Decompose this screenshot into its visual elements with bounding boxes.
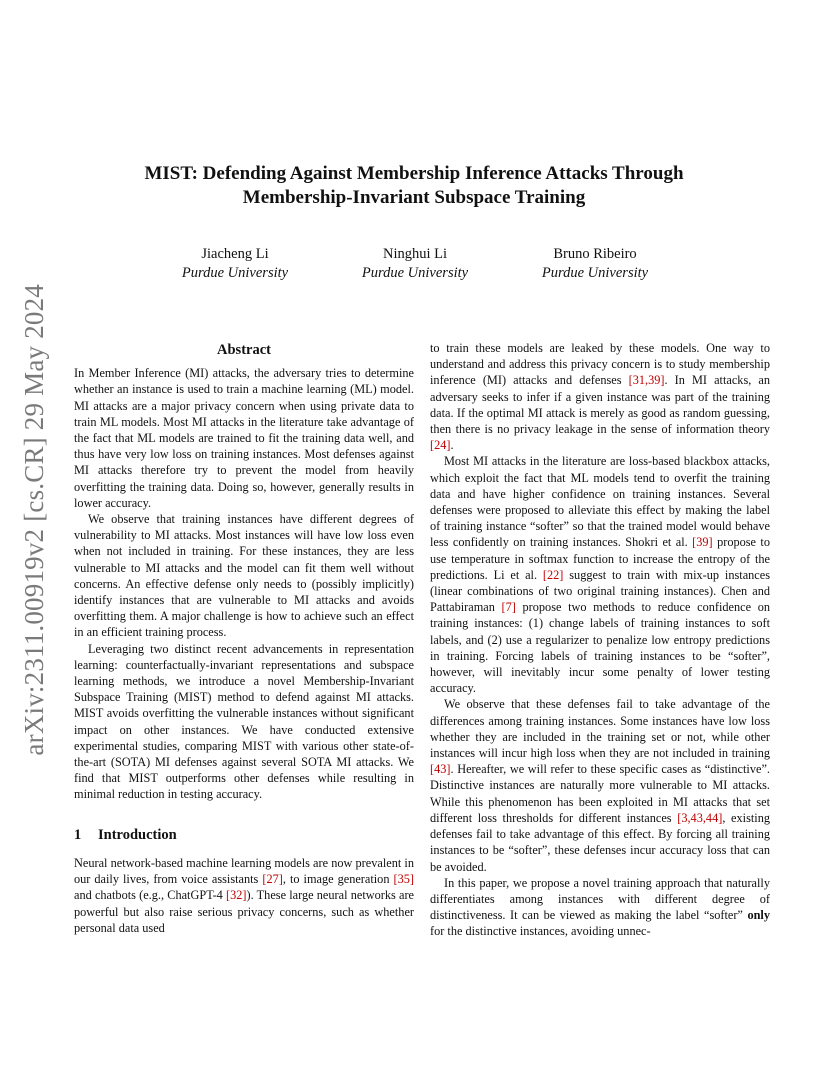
body-paragraph-2: Most MI attacks in the literature are loss-based blackbox attacks, which exploit the fact that ML models tend to overfit the training data and have higher confidence on training instances. Several defenses were proposed to alleviate this effect by making the label of training instance “softer” so that the trained model would behave less confidently on training instances. Shokri et al. [39] propose to use temperature in softmax function to increase the entropy of the predictions. Li et al. [22] suggest to train with mix-up instances (linear combinations of two original training instances). Chen and Pattabiraman [7] propose two methods to reduce confidence on training instances: (1) change labels of training instances to soft labels, and (2) use a regularizer to penalize low entropy predictions in training. Forcing labels of training instances to be “softer”, however, will inevitably incur some penalty of lower testing accuracy. [430, 454, 770, 696]
author-affiliation: Purdue University [361, 265, 469, 281]
right-column [430, 340, 770, 940]
paper-title [80, 162, 748, 210]
arxiv-identifier: arXiv:2311.00919v2 [cs.CR] 29 May 2024 [18, 284, 49, 756]
body-paragraph-4: In this paper, we propose a novel training approach that naturally differentiates among instances with different degree of distinctiveness. It can be viewed as making the label “softer” only for the distinctive instances, avoiding unnec- [430, 875, 770, 939]
citation-link[interactable]: [43] [430, 762, 451, 777]
author-1 [150, 245, 320, 283]
author-list [150, 245, 680, 283]
author-3 [510, 245, 680, 283]
author-2 [330, 245, 500, 283]
author-name: Jiacheng Li [201, 246, 269, 262]
citation-link[interactable]: [35] [393, 872, 414, 887]
citation-link[interactable]: [7] [501, 600, 516, 615]
body-paragraph-3: We observe that these defenses fail to take advantage of the differences among training instances. Some instances have low loss whether they are included in the training set or not, while other instances will incur high loss when they are not included in training [43]. Hereafter, we will refer to these specific cases as “distinctive”. Distinctive instances are naturally more vulnerable to MI attacks. While this phenomenon has been exploited in MI attacks that set different loss thresholds for different instances [3,43,44], existing defenses fail to take advantage of this effect. By forcing all training instances to be “softer”, these defenses incur accuracy loss that can be avoided. [430, 697, 770, 874]
abstract-paragraph-3: Leveraging two distinct recent advancements in representation learning: counterfactually-invariant representations and subspace learning methods, we introduce a novel Membership-Invariant Subspace Training (MIST) method to defend against MI attacks. MIST avoids overfitting the vulnerable instances without significant impact on other instances. We have conducted extensive experimental studies, comparing MIST with various other state-of-the-art (SOTA) MI defenses against several SOTA MI attacks. We find that MIST outperforms other defenses while resulting in minimal reduction in testing accuracy. [74, 641, 414, 802]
body-paragraph-1: to train these models are leaked by these models. One way to understand and address this privacy concern is to study membership inference (MI) attacks and defenses [31,39]. In MI attacks, an adversary seeks to infer if a given instance was part of the training data. If the optimal MI attack is merely as good as random guessing, then there is no privacy leakage in the sense of information theory [24]. [430, 341, 770, 453]
title-line-1: MIST: Defending Against Membership Inference Attacks Through [144, 163, 684, 184]
citation-link[interactable]: [22] [542, 567, 564, 582]
citation-link[interactable]: [39] [692, 535, 713, 550]
left-column [74, 340, 414, 936]
title-line-2: Membership-Invariant Subspace Training [242, 187, 586, 208]
citation-link[interactable]: [32] [226, 888, 247, 903]
abstract-paragraph-2: We observe that training instances have different degrees of vulnerability to MI attacks. Most instances will have low loss even when not included in training. For these instances, they are less vulnerable to MI attacks and the model can fit them well without concerns. An effective defense only needs to (possibly implicitly) identify instances that are vulnerable to MI attacks and avoids overfitting them. A major challenge is how to achieve such an effect in an efficient training process. [74, 512, 414, 640]
citation-link[interactable]: [31,39] [628, 373, 665, 388]
section-heading-introduction [74, 827, 414, 843]
section-title: Introduction [98, 826, 177, 843]
arxiv-sidebar-stamp [12, 280, 56, 760]
author-affiliation: Purdue University [181, 265, 289, 281]
citation-link[interactable]: [27] [262, 872, 283, 887]
section-number: 1 [74, 826, 82, 843]
intro-paragraph-1: Neural network-based machine learning models are now prevalent in our daily lives, from voice assistants [27], to image generation [35] and chatbots (e.g., ChatGPT-4 [32]). These large neural networks are powerful but also raise serious privacy concerns, such as whether personal data used [74, 855, 414, 935]
abstract-heading: Abstract [217, 342, 271, 358]
emphasis-only: only [747, 908, 770, 923]
citation-link[interactable]: [3,43,44] [677, 810, 723, 825]
author-affiliation: Purdue University [541, 265, 649, 281]
author-name: Ninghui Li [382, 246, 448, 262]
author-name: Bruno Ribeiro [553, 246, 637, 262]
citation-link[interactable]: [24] [430, 438, 451, 453]
abstract-paragraph-1: In Member Inference (MI) attacks, the adversary tries to determine whether an instance is used to train a machine learning (ML) model. MI attacks are a major privacy concern when using private data to train ML models. Most MI attacks in the literature take advantage of the fact that ML models are trained to fit the training data well, and thus have very low loss on training instances. Most defenses against MI attacks therefore try to prevent the model from heavily overfitting the training data. Doing so, however, generally results in lower accuracy. [74, 366, 414, 510]
